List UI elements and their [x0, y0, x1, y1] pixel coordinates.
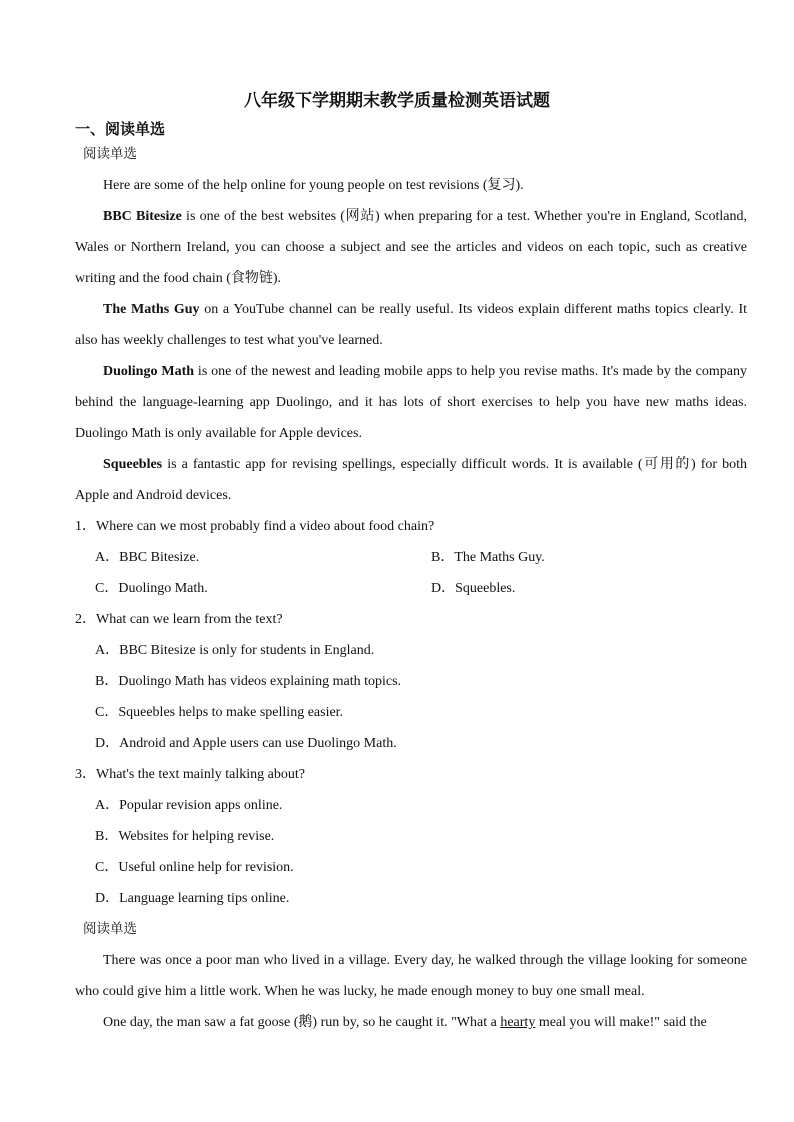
bold-term: Duolingo Math [103, 364, 195, 379]
bold-term: Squeebles [103, 457, 163, 472]
paragraph-maths-guy [75, 294, 747, 356]
option-d: D．Language learning tips online. [95, 891, 290, 906]
paragraph-text: on a YouTube channel can be really useful. Its videos explain different maths topics clearly. It also has weekly challenges to test what you've learned. [75, 302, 747, 348]
paragraph-poor-man: There was once a poor man who lived in a village. Every day, he walked through the village looking for someone who could give him a little work. When he was lucky, he made enough money to buy one small meal. [75, 953, 747, 999]
question-1-options-row-1 [75, 542, 747, 573]
bold-term: BBC Bitesize [103, 209, 182, 224]
option-c: C．Duolingo Math. [95, 581, 208, 596]
option-c: C．Squeebles helps to make spelling easier. [95, 705, 344, 720]
page-title: 八年级下学期期末教学质量检测英语试题 [244, 91, 550, 111]
option-a: A．BBC Bitesize is only for students in England. [95, 643, 375, 658]
question-1-stem: 1．Where can we most probably find a video about food chain? [75, 519, 435, 534]
passage-label: 阅读单选 [83, 921, 137, 937]
section-heading: 一、阅读单选 [75, 120, 166, 138]
passage-1 [75, 139, 747, 1038]
paragraph-duolingo [75, 356, 747, 449]
option-d: D．Android and Apple users can use Duolingo Math. [95, 736, 397, 751]
paragraph-goose [75, 1007, 747, 1038]
paragraph-text: is one of the newest and leading mobile apps to help you revise maths. It's made by the company behind the language-learning app Duolingo, and it has lots of short exercises to help you have new maths ideas. Duolingo Math is only available for Apple devices. [75, 364, 747, 441]
option-a: A．BBC Bitesize. [95, 550, 200, 565]
option-b: B．The Maths Guy. [431, 550, 545, 565]
option-b: B．Duolingo Math has videos explaining math topics. [95, 674, 402, 689]
paragraph-text: is one of the best websites (网站) when preparing for a test. Whether you're in England, Scotland, Wales or Northern Ireland, you can choose a subject and see the articles and videos on each topic, such as creative writing and the food chain (食物链). [75, 209, 748, 286]
option-a: A．Popular revision apps online. [95, 798, 283, 813]
underlined-word: hearty [500, 1015, 536, 1030]
paragraph-text: meal you will make!" said the [535, 1015, 707, 1030]
passage-label: 阅读单选 [83, 146, 137, 162]
bold-term: The Maths Guy [103, 302, 200, 317]
paragraph-squeebles [75, 449, 747, 511]
paragraph-text: is a fantastic app for revising spellings, especially difficult words. It is available (可用的) for both Apple and Android devices. [75, 457, 747, 503]
paragraph-text: One day, the man saw a fat goose (鹅) run by, so he caught it. "What a [103, 1015, 501, 1030]
question-2-stem: 2．What can we learn from the text? [75, 612, 283, 627]
option-b: B．Websites for helping revise. [95, 829, 275, 844]
option-d: D．Squeebles. [431, 581, 516, 596]
option-c: C．Useful online help for revision. [95, 860, 294, 875]
question-1-options-row-2 [75, 573, 747, 604]
paragraph-bbc [75, 201, 747, 294]
passage-intro: Here are some of the help online for young people on test revisions (复习). [103, 178, 524, 193]
question-3-stem: 3．What's the text mainly talking about? [75, 767, 305, 782]
